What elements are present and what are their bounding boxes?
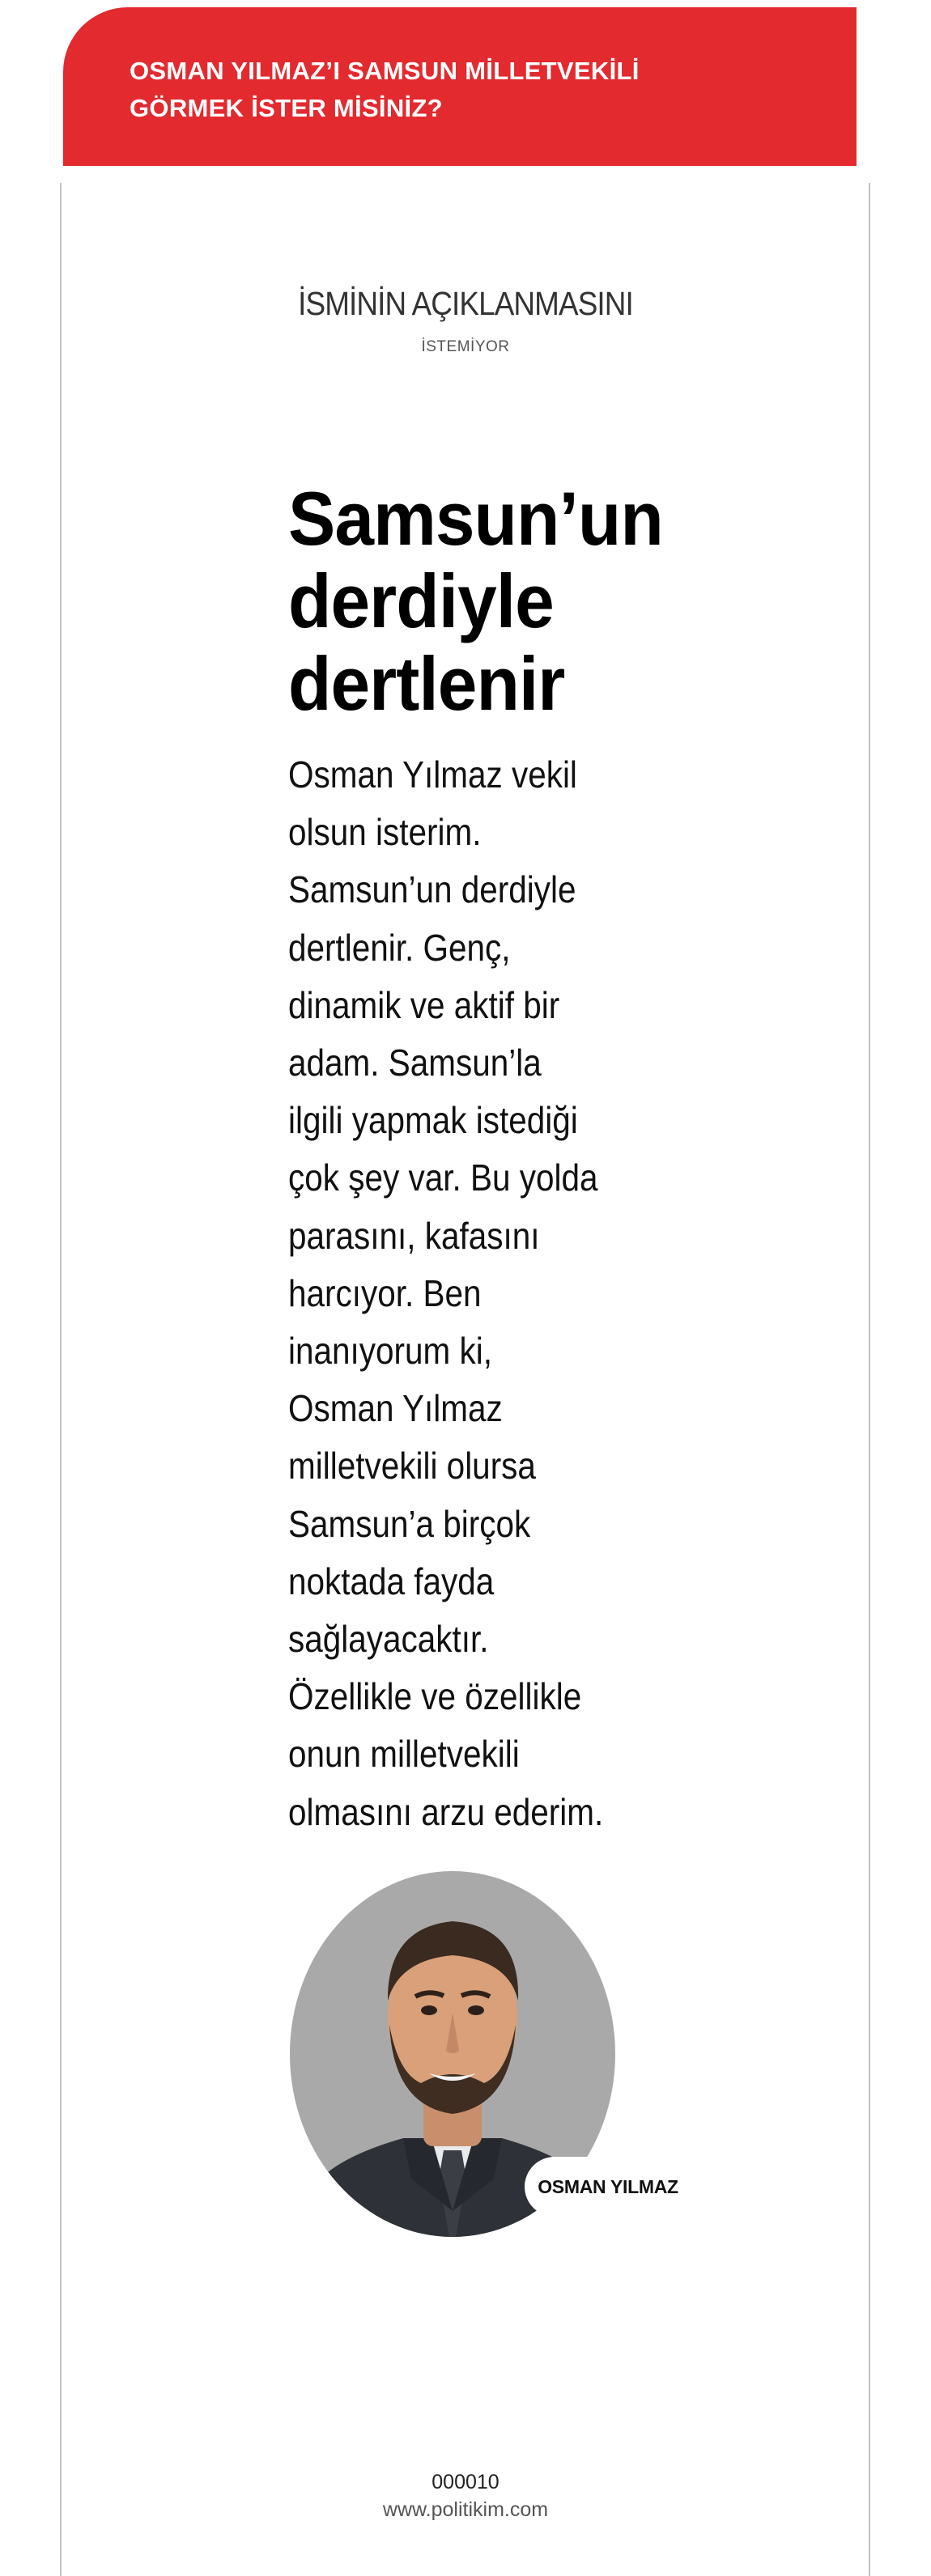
site-url: www.politikim.com [382,2498,549,2521]
body-line: inanıyorum ki, [288,1330,492,1373]
body-line: çok şey var. Bu yolda [288,1156,598,1199]
source-subtitle: İSTEMİYOR [421,338,510,355]
article-headline [288,477,680,725]
page-number: 000010 [431,2471,500,2493]
headline-line-3: dertlenir [288,641,565,726]
body-line: Osman Yılmaz vekil [288,753,577,796]
body-line: onun milletvekili [288,1733,520,1776]
article-body [288,746,630,1841]
body-line: parasını, kafasını [288,1214,540,1257]
body-line: olmasını arzu ederim. [288,1790,604,1833]
header-banner [63,7,857,166]
body-line: adam. Samsun’la [288,1042,542,1084]
body-line: Özellikle ve özellikle [288,1675,582,1718]
body-line: Samsun’a birçok [288,1502,531,1545]
header-title-line-1: OSMAN YILMAZ’I SAMSUN MİLLETVEKİLİ [130,57,640,85]
header-title-line-2: GÖRMEK İSTER MİSİNİZ? [130,94,443,122]
source-name: İSMİNİN AÇIKLANMASINI [298,285,633,322]
body-line: olsun isterim. [288,811,482,854]
body-line: sağlayacaktır. [288,1618,489,1661]
frame-left-border [60,183,62,2576]
body-line: noktada fayda [288,1560,495,1602]
body-line: dinamik ve aktif bir [288,983,560,1026]
frame-right-border [869,183,870,2576]
headline-line-2: derdiyle [288,558,554,643]
body-line: Samsun’un derdiyle [288,868,576,911]
portrait-caption: OSMAN YILMAZ [525,2157,691,2217]
body-line: harcıyor. Ben [288,1271,482,1314]
headline-line-1: Samsun’un [288,476,663,561]
body-line: milletvekili olursa [288,1445,536,1487]
body-line: ilgili yapmak istediği [288,1099,578,1142]
header-title [130,53,761,127]
body-line: Osman Yılmaz [288,1387,503,1430]
body-line: dertlenir. Genç, [288,926,511,969]
